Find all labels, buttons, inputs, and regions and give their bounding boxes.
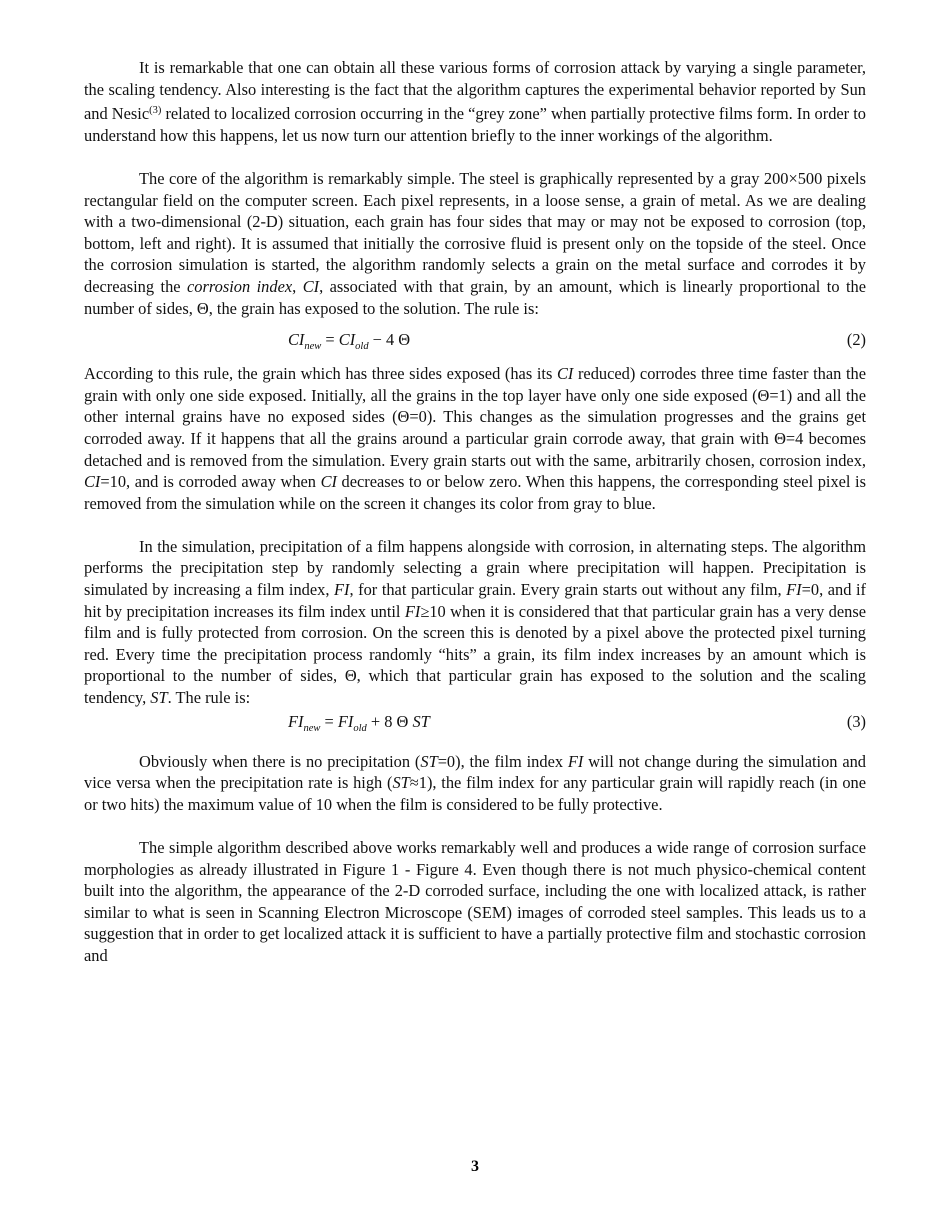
paragraph-1: It is remarkable that one can obtain all these various forms of corrosion attack by varying a single parameter, the scaling tendency. Also interesting is the fact that the algorithm captures the experimental behavior reported by Sun and Nesic$^{(3)}$ related to localized corrosion occurring in the “grey zone” when partially protective films form. In order to understand how this happens, let us now turn our attention briefly to the inner workings of the algorithm.: [84, 58, 866, 145]
page-body: [84, 57, 866, 967]
equation-3-number: (3): [846, 711, 866, 731]
equation-2-body: $CI_{new} = CI_{old} - 4$ Θ: [288, 330, 411, 353]
page-number: 3: [471, 1158, 479, 1175]
term-corrosion-index: corrosion index: [187, 276, 293, 296]
equation-2-number: (2): [846, 330, 866, 350]
paragraph-5: Obviously when there is no precipitation (ST=0), the film index FI will not change during the simulation and vice versa when the precipitation rate is high (ST≈1), the film index for any particular grain will rapidly reach (in one or two hits) the maximum value of 10 when the film is considered to be fully protective.: [84, 751, 866, 814]
equation-2: [84, 329, 866, 351]
paragraph-6: The simple algorithm described above works remarkably well and produces a wide range of corrosion surface morphologies as already illustrated in Figure 1 - Figure 4. Even though there is not much physico-chemical content built into the algorithm, the appearance of the 2-D corroded surface, including the one with localized attack, is rather similar to what is seen in Scanning Electron Microscope (SEM) images of corroded steel samples. This leads us to a suggestion that in order to get localized attack it is sufficient to have a partially protective film and stochastic corrosion and: [84, 838, 866, 965]
paragraph-3: According to this rule, the grain which has three sides exposed (has its CI reduced) corrodes three time faster than the grain with only one side exposed. Initially, all the grains in the top layer have only one side exposed (Θ=1) and all the other internal grains have no exposed sides (Θ=0). This changes as the simulation progresses and the grains get corroded away. If it happens that all the grains around a particular grain corrode away, that grain with Θ=4 becomes detached and is removed from the simulation. Every grain starts out with the same, arbitrarily chosen, corrosion index, CI=10, and is corroded away when CI decreases to or below zero. When this happens, the corresponding steel pixel is removed from the simulation while on the screen it changes its color from gray to blue.: [84, 364, 866, 513]
paragraph-2: The core of the algorithm is remarkably simple. The steel is graphically represented by a gray 200×500 pixels rectangular field on the computer screen. Each pixel represents, in a loose sense, a grain of metal. As we are dealing with a two-dimensional (2-D) situation, each grain has four sides that may or may not be exposed to corrosion (top, bottom, left and right). It is assumed that initially the corrosive fluid is present only on the topside of the steel. Once the corrosion simulation is started, the algorithm randomly selects a grain on the metal surface and corrodes it by decreasing the corrosion index, CI, associated with that grain, by an amount, which is linearly proportional to the number of sides, Θ, the grain has exposed to the solution. The rule is:: [84, 168, 866, 318]
paragraph-4: In the simulation, precipitation of a film happens alongside with corrosion, in alternating steps. The algorithm performs the precipitation step by randomly selecting a grain where precipitation will happen. Precipitation is simulated by increasing a film index, FI, for that particular grain. Every grain starts out without any film, FI=0, and if hit by precipitation increases its film index until FI≥10 when it is considered that that particular grain has a very dense film and is fully protected from corrosion. On the screen this is denoted by a pixel above the protected pixel turning red. Every time the precipitation process randomly “hits” a grain, its film index increases by an amount which is proportional to the number of sides, Θ, which that particular grain has exposed to the solution and the scaling tendency, ST. The rule is:: [84, 536, 866, 708]
equation-3-body: $FI_{new} = FI_{old} + 8$ Θ ST: [288, 711, 430, 734]
equation-3: [84, 711, 866, 733]
citation-ref: (3): [149, 105, 162, 117]
